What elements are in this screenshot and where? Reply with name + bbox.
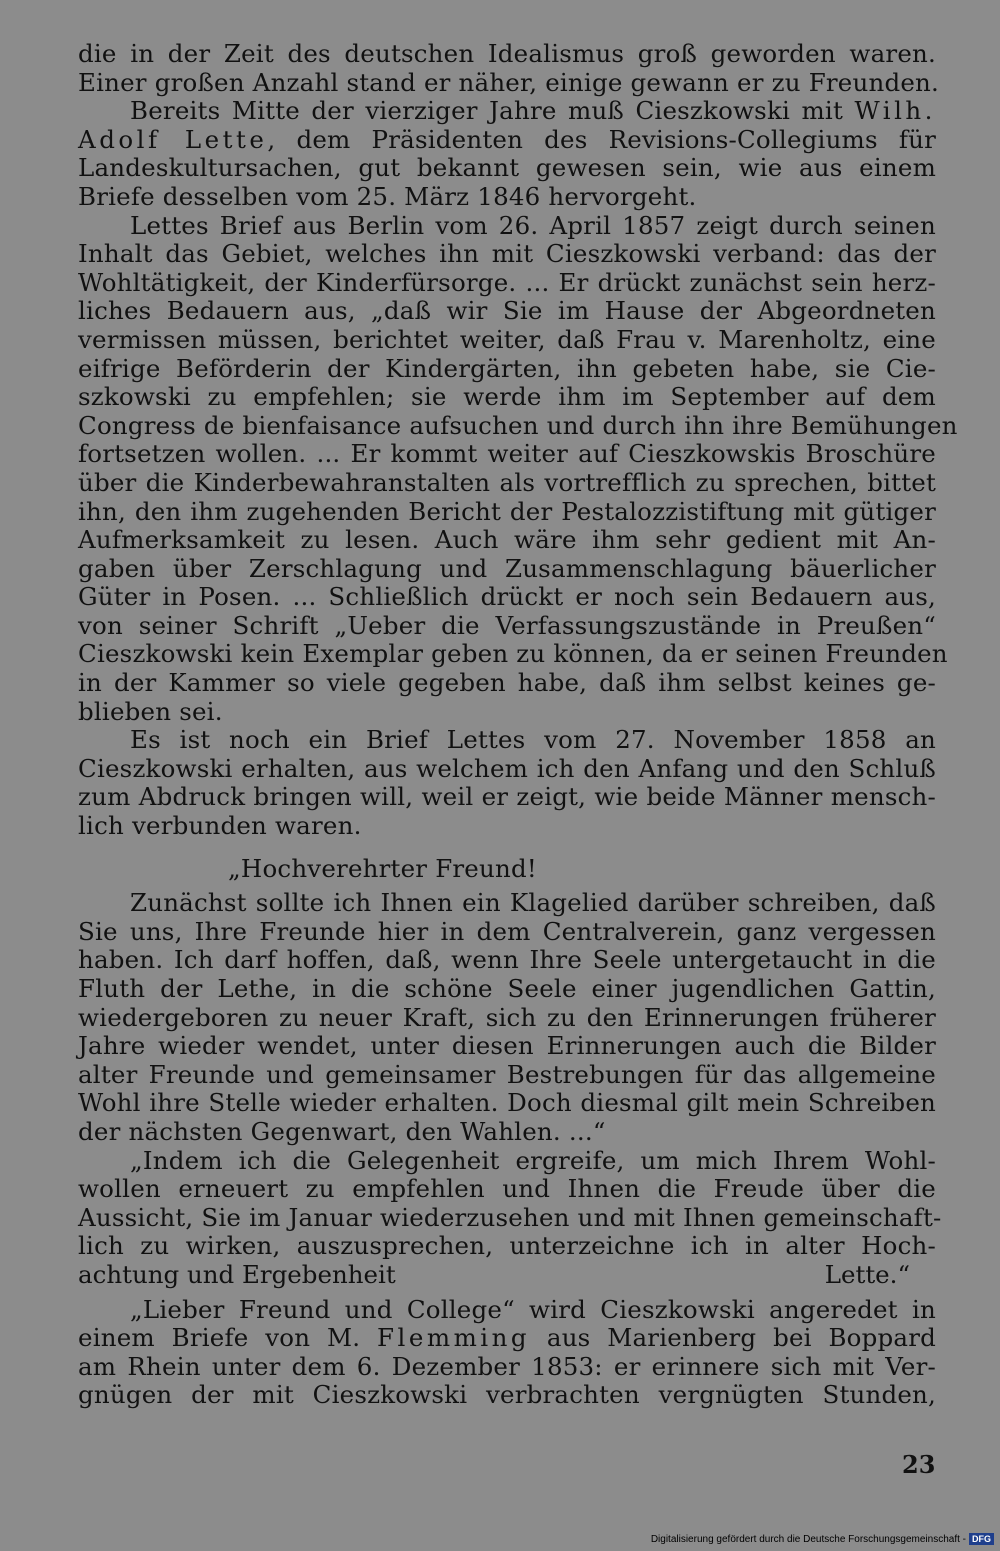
- page-text: [78, 39, 958, 1410]
- text-line: die in der Zeit des deutschen Idealismus groß geworden waren.: [78, 39, 936, 68]
- text-line: Wohltätigkeit, der Kinderfürsorge. ... Er drückt zunächst sein herz-: [78, 267, 936, 297]
- page-number: 23: [902, 1450, 936, 1479]
- text-line: haben. Ich darf hoffen, daß, wenn Ihre Seele untergetaucht in die: [78, 945, 936, 975]
- text-line: Es ist noch ein Brief Lettes vom 27. November 1858 an: [130, 725, 936, 755]
- text-line: „Lieber Freund und College“ wird Cieszkowski angeredet in: [130, 1294, 936, 1324]
- text-line: Jahre wieder wendet, unter diesen Erinnerungen auch die Bilder: [78, 1031, 936, 1061]
- footer-text: Digitalisierung gefördert durch die Deutsche Forschungsgemeinschaft -: [650, 1533, 966, 1545]
- dfg-logo: DFG: [969, 1533, 994, 1545]
- text-line: Sie uns, Ihre Freunde hier in dem Centralverein, ganz vergessen: [78, 916, 936, 946]
- text-line: Wohl ihre Stelle wieder erhalten. Doch diesmal gilt mein Schreiben: [78, 1088, 936, 1118]
- text-line: ihn, den ihm zugehenden Bericht der Pestalozzistiftung mit gütiger: [78, 496, 936, 526]
- text-line: Fluth der Lethe, in die schöne Seele einer jugendlichen Gattin,: [78, 974, 936, 1003]
- text-line: Cieszkowski erhalten, aus welchem ich den Anfang und den Schluß: [78, 753, 936, 783]
- text-line: Aussicht, Sie im Januar wiederzusehen und mit Ihnen gemeinschaft-: [78, 1202, 942, 1232]
- text-line: Congress de bienfaisance aufsuchen und durch ihn ihre Bemühungen: [78, 410, 958, 440]
- text-line: alter Freunde und gemeinsamer Bestrebungen für das allgemeine: [78, 1059, 936, 1089]
- text-line: der nächsten Gegenwart, den Wahlen. ...“: [78, 1116, 606, 1146]
- text-line: Aufmerksamkeit zu lesen. Auch wäre ihm sehr gedient mit An-: [78, 525, 936, 555]
- text-line: am Rhein unter dem 6. Dezember 1853: er erinnere sich mit Ver-: [78, 1351, 936, 1381]
- text-line: Güter in Posen. ... Schließlich drückt er noch sein Bedauern aus,: [78, 582, 936, 612]
- text-line: vermissen müssen, berichtet weiter, daß Frau v. Marenholtz, eine: [78, 324, 936, 354]
- text-line: blieben sei.: [78, 696, 223, 726]
- letter-salutation: „Hochverehrter Freund!: [228, 853, 537, 883]
- text-line: Landeskultursachen, gut bekannt gewesen sein, wie aus einem: [78, 153, 936, 183]
- spaced-name: Flemming: [377, 1323, 531, 1353]
- text-line: szkowski zu empfehlen; sie werde ihm im September auf dem: [78, 382, 936, 412]
- text-line: fortsetzen wollen. ... Er kommt weiter auf Cieszkowskis Broschüre: [78, 439, 936, 469]
- text-line: von seiner Schrift „Ueber die Verfassungszustände in Preußen“: [78, 610, 936, 640]
- text-line: Adolf Lette, dem Präsidenten des Revisions-Collegiums für: [78, 124, 936, 154]
- text-line: lich verbunden waren.: [78, 811, 362, 841]
- text-line: gnügen der mit Cieszkowski verbrachten vergnügten Stunden,: [78, 1380, 936, 1410]
- text-line: „Indem ich die Gelegenheit ergreife, um mich Ihrem Wohl-: [130, 1145, 936, 1175]
- text-line: gaben über Zerschlagung und Zusammenschlagung bäuerlicher: [78, 553, 936, 583]
- text-line: Einer großen Anzahl stand er näher, einige gewann er zu Freunden.: [78, 67, 940, 97]
- text-line: Zunächst sollte ich Ihnen ein Klagelied darüber schreiben, daß: [130, 888, 936, 918]
- text-line: über die Kinderbewahranstalten als vortrefflich zu sprechen, bittet: [78, 467, 936, 497]
- text-line: Inhalt das Gebiet, welches ihn mit Cieszkowski verband: das der: [78, 239, 936, 269]
- text-line: Lettes Brief aus Berlin vom 26. April 1857 zeigt durch seinen: [130, 210, 936, 240]
- text-line: eifrige Beförderin der Kindergärten, ihn gebeten habe, sie Cie-: [78, 353, 936, 383]
- text-line: Cieszkowski kein Exemplar geben zu können, da er seinen Freunden: [78, 639, 948, 669]
- text-line: einem Briefe von M. Flemming aus Marienberg bei Boppard: [78, 1323, 936, 1353]
- spaced-name: Adolf Lette: [78, 124, 268, 154]
- text-line: liches Bedauern aus, „daß wir Sie im Hause der Abgeordneten: [78, 296, 936, 326]
- footer: [651, 1533, 994, 1545]
- signature-line: [78, 1261, 936, 1290]
- signature: Lette.“: [824, 1259, 910, 1289]
- text-line: wollen erneuert zu empfehlen und Ihnen die Freude über die: [78, 1174, 936, 1204]
- text-line: wiedergeboren zu neuer Kraft, sich zu den Erinnerungen früherer: [78, 1002, 936, 1032]
- text-line: zum Abdruck bringen will, weil er zeigt, wie beide Männer mensch-: [78, 782, 936, 812]
- text-line: Briefe desselben vom 25. März 1846 hervorgeht.: [78, 181, 697, 211]
- text-line: achtung und Ergebenheit: [78, 1259, 396, 1289]
- spaced-name: Wilh.: [854, 96, 936, 126]
- text-line: Bereits Mitte der vierziger Jahre muß Cieszkowski mit Wilh.: [130, 96, 936, 126]
- text-line: in der Kammer so viele gegeben habe, daß ihm selbst keines ge-: [78, 668, 936, 698]
- text-line: lich zu wirken, auszusprechen, unterzeichne ich in alter Hoch-: [78, 1231, 936, 1261]
